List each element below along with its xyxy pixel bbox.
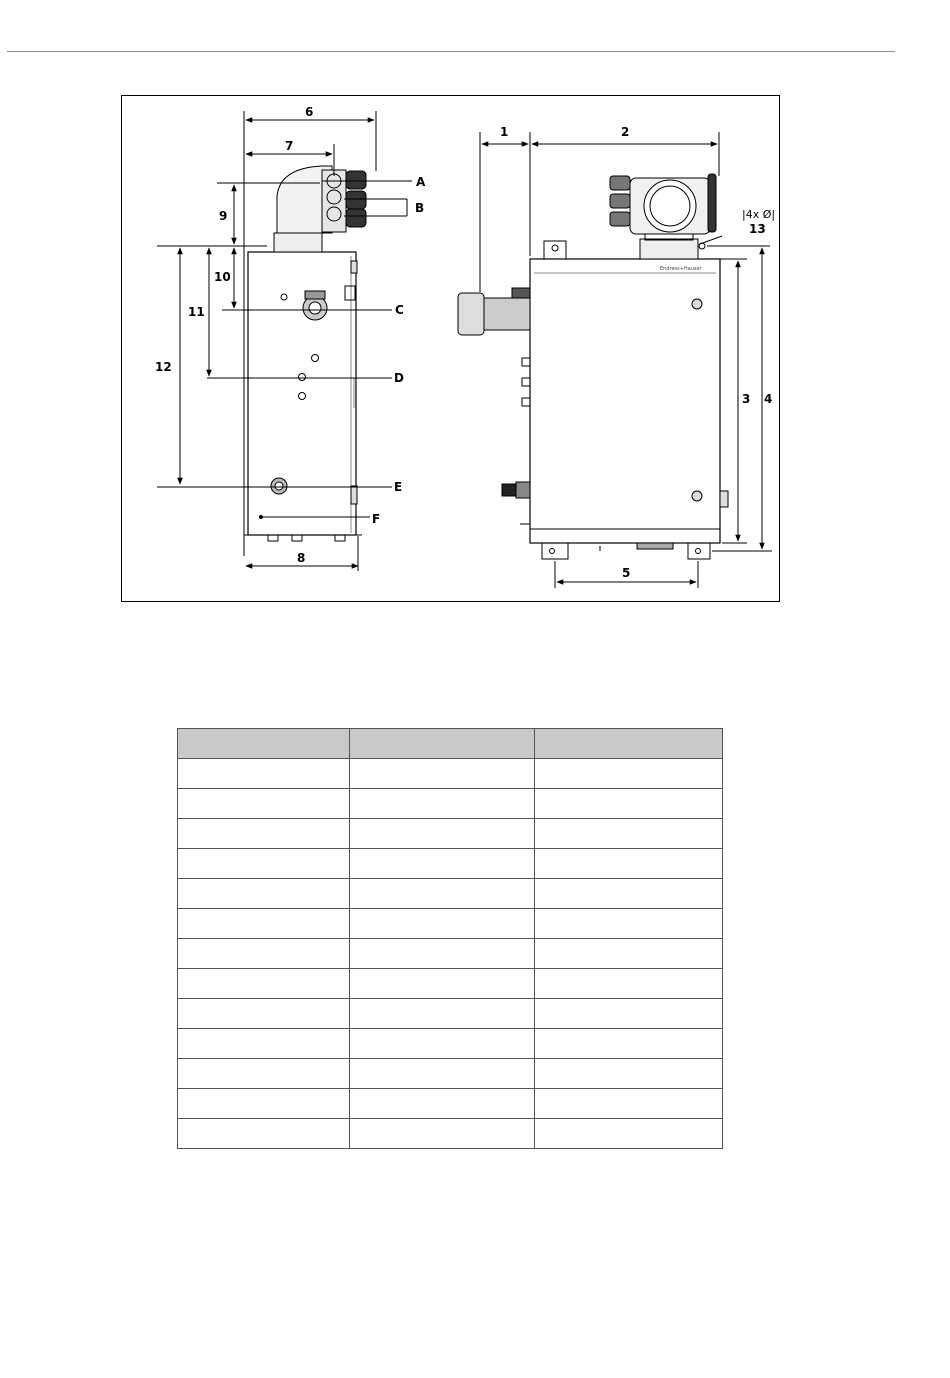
header-rule [7,51,895,52]
table-row [178,1089,723,1119]
table-cell [349,969,535,999]
callout-E: E [394,480,403,494]
table-cell [535,849,723,879]
table-cell [178,849,350,879]
table-cell [349,1029,535,1059]
table-row [178,999,723,1029]
table-row [178,909,723,939]
table-cell [535,819,723,849]
dimension-label-12: 12 [155,360,172,374]
brand-plate: Endress+Hauser [660,266,702,272]
table-header-cell [535,729,723,759]
table-cell [349,759,535,789]
dimension-label-7: 7 [285,139,294,153]
table-header-cell [349,729,535,759]
table-cell [535,999,723,1029]
table-cell [535,1059,723,1089]
table-cell [535,939,723,969]
table-cell [535,1029,723,1059]
table-cell [178,1119,350,1149]
table-cell [178,759,350,789]
table-cell [178,909,350,939]
table-row [178,759,723,789]
table-cell [349,849,535,879]
table-cell [535,789,723,819]
dimension-label-6: 6 [305,105,314,119]
table-cell [349,1089,535,1119]
table-cell [535,909,723,939]
table-row [178,1029,723,1059]
dimension-label-2: 2 [621,125,630,139]
dimension-label-4: 4 [764,392,773,406]
table-cell [535,1089,723,1119]
table-row [178,1059,723,1089]
table-cell [178,1059,350,1089]
table-cell [349,1119,535,1149]
hole-note: |4x Ø| [742,208,776,221]
table-cell [535,759,723,789]
table-header-cell [178,729,350,759]
table-row [178,1119,723,1149]
table-cell [349,909,535,939]
callout-A: A [416,175,426,189]
dimension-label-10: 10 [214,270,231,284]
table-cell [178,1089,350,1119]
table-cell [178,1029,350,1059]
callout-C: C [395,303,404,317]
side-view [244,166,366,541]
dimension-label-9: 9 [219,209,228,223]
dimension-label-5: 5 [622,566,631,580]
dimension-label-13: 13 [749,222,766,236]
dimension-label-3: 3 [742,392,751,406]
table-row [178,969,723,999]
table-cell [535,1119,723,1149]
table-cell [349,819,535,849]
callout-B: B [415,201,425,215]
callout-D: D [394,371,404,385]
table-cell [535,969,723,999]
callout-F: F [372,512,381,526]
table-cell [535,879,723,909]
table-cell [178,999,350,1029]
table-row [178,879,723,909]
table-cell [349,999,535,1029]
table-row [178,789,723,819]
table-cell [349,1059,535,1089]
table-row [178,849,723,879]
table-cell [349,939,535,969]
table-row [178,819,723,849]
dimension-label-1: 1 [500,125,509,139]
dimension-drawing [121,95,780,602]
table-cell [178,879,350,909]
dimensions-table [177,728,723,1149]
table-cell [178,789,350,819]
table-body [178,759,723,1149]
dimension-label-11: 11 [188,305,205,319]
table-cell [178,969,350,999]
table-header-row [178,729,723,759]
table-cell [178,939,350,969]
front-view [458,174,728,559]
table-cell [349,789,535,819]
drawing-canvas [122,96,781,603]
table-row [178,939,723,969]
dimension-label-8: 8 [297,551,306,565]
table-cell [349,879,535,909]
table-cell [178,819,350,849]
